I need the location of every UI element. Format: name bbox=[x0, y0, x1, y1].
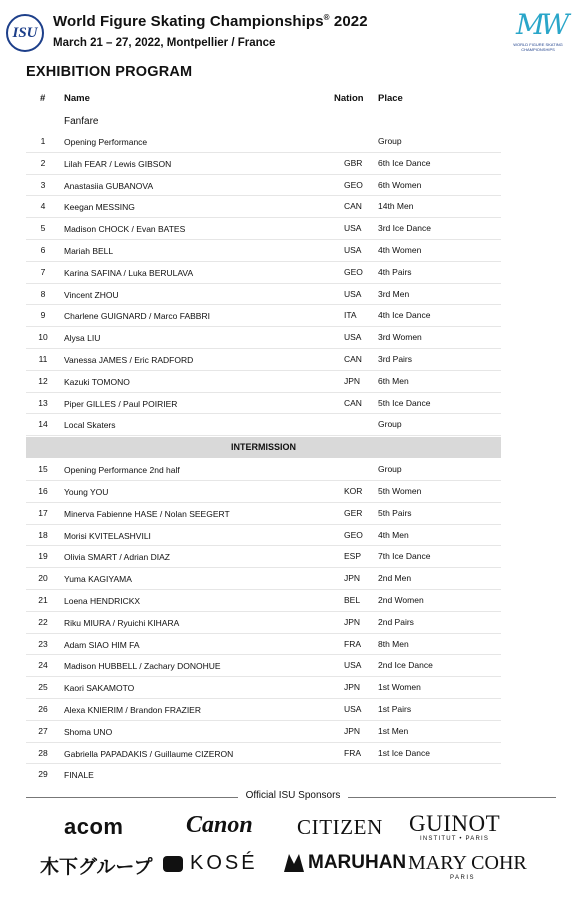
sponsor-canon-logo: Canon bbox=[186, 812, 253, 838]
skater-name: Anastasiia GUBANOVA bbox=[64, 180, 154, 191]
placement: 5th Pairs bbox=[378, 507, 412, 518]
nation-code: FRA bbox=[344, 638, 361, 649]
skater-name: Piper GILLES / Paul POIRIER bbox=[64, 398, 178, 409]
table-row bbox=[26, 218, 501, 240]
table-row bbox=[26, 568, 501, 590]
sponsor-marycohr-logo: MARY COHR bbox=[408, 852, 527, 874]
kose-mark-icon bbox=[163, 856, 183, 872]
nation-code: GEO bbox=[344, 266, 363, 277]
skater-name: Charlene GUIGNARD / Marco FABBRI bbox=[64, 311, 210, 322]
placement: 3rd Ice Dance bbox=[378, 223, 431, 234]
table-row bbox=[26, 743, 501, 765]
nation-code: JPN bbox=[344, 616, 361, 627]
sponsor-citizen-logo: CITIZEN bbox=[297, 815, 383, 839]
placement: 1st Women bbox=[378, 682, 421, 693]
column-header-name: Name bbox=[64, 93, 90, 104]
placement: Group bbox=[378, 419, 402, 430]
row-number: 1 bbox=[40, 136, 46, 146]
table-row bbox=[26, 677, 501, 699]
skater-name: Kaori SAKAMOTO bbox=[64, 683, 135, 694]
fanfare-label: Fanfare bbox=[64, 116, 99, 127]
skater-name: Minerva Fabienne HASE / Nolan SEEGERT bbox=[64, 508, 230, 519]
placement: 3rd Men bbox=[378, 288, 410, 299]
placement: 8th Men bbox=[378, 638, 409, 649]
row-number: 13 bbox=[38, 397, 48, 408]
column-header-place: Place bbox=[378, 93, 403, 104]
row-number: 15 bbox=[38, 464, 48, 475]
row-number: 5 bbox=[40, 223, 46, 234]
placement: 7th Ice Dance bbox=[378, 551, 431, 562]
row-number: 18 bbox=[38, 529, 48, 540]
table-row bbox=[26, 284, 501, 306]
program-part-one bbox=[0, 131, 586, 436]
row-number: 27 bbox=[38, 725, 48, 736]
skater-name: Opening Performance 2nd half bbox=[64, 465, 180, 476]
event-logo-caption: WORLD FIGURE SKATING CHAMPIONSHIPS bbox=[513, 42, 563, 52]
row-number: 12 bbox=[38, 375, 48, 386]
nation-code: GBR bbox=[344, 157, 363, 168]
nation-code: USA bbox=[344, 288, 362, 299]
nation-code: JPN bbox=[344, 573, 361, 584]
skater-name: Madison HUBBELL / Zachary DONOHUE bbox=[64, 661, 221, 672]
table-row bbox=[26, 305, 501, 327]
nation-code: USA bbox=[344, 703, 362, 714]
table-row bbox=[26, 655, 501, 677]
skater-name: Lilah FEAR / Lewis GIBSON bbox=[64, 158, 172, 169]
table-row bbox=[26, 634, 501, 656]
nation-code: USA bbox=[344, 223, 362, 234]
row-number: 8 bbox=[40, 288, 46, 299]
nation-code: GEO bbox=[344, 529, 363, 540]
intermission-bar: INTERMISSION bbox=[26, 437, 501, 458]
row-number: 16 bbox=[38, 485, 48, 496]
placement: Group bbox=[378, 136, 402, 146]
table-row bbox=[26, 262, 501, 284]
row-number: 11 bbox=[38, 353, 48, 364]
nation-code: CAN bbox=[344, 353, 362, 364]
sponsors-heading-text: Official ISU Sponsors bbox=[238, 790, 349, 801]
sponsor-kose-logo: KOSÉ bbox=[190, 852, 258, 874]
placement: 5th Ice Dance bbox=[378, 397, 431, 408]
sponsor-guinot-logo: GUINOT bbox=[409, 811, 501, 836]
placement: 4th Pairs bbox=[378, 266, 412, 277]
column-header-nation: Nation bbox=[334, 93, 364, 104]
nation-code: FRA bbox=[344, 747, 361, 758]
skater-name: Riku MIURA / Ryuichi KIHARA bbox=[64, 617, 180, 628]
row-number: 9 bbox=[40, 310, 46, 321]
row-number: 25 bbox=[38, 682, 48, 693]
placement: 3rd Women bbox=[378, 332, 422, 343]
placement: 3rd Pairs bbox=[378, 353, 413, 364]
program-part-two bbox=[0, 459, 586, 786]
skater-name: Olivia SMART / Adrian DIAZ bbox=[64, 552, 170, 563]
nation-code: JPN bbox=[344, 725, 361, 736]
placement: 6th Men bbox=[378, 375, 409, 386]
maruhan-crown-icon bbox=[284, 854, 304, 872]
placement: 4th Women bbox=[378, 244, 422, 255]
nation-code: KOR bbox=[344, 485, 363, 496]
skater-name: Local Skaters bbox=[64, 420, 116, 431]
placement: 5th Women bbox=[378, 485, 422, 496]
placement: 2nd Women bbox=[378, 594, 424, 605]
placement: 4th Ice Dance bbox=[378, 310, 431, 321]
skater-name: Karina SAFINA / Luka BERULAVA bbox=[64, 267, 194, 278]
table-row bbox=[26, 612, 501, 634]
placement: 4th Men bbox=[378, 529, 409, 540]
row-number: 21 bbox=[38, 594, 48, 605]
row-number: 2 bbox=[40, 157, 46, 168]
championship-title bbox=[53, 13, 368, 30]
skater-name: Loena HENDRICKX bbox=[64, 595, 141, 606]
championship-title-text: World Figure Skating Championships bbox=[53, 13, 324, 30]
table-row bbox=[26, 699, 501, 721]
nation-code: ESP bbox=[344, 551, 362, 562]
table-row bbox=[26, 175, 501, 197]
row-number: 6 bbox=[40, 244, 46, 255]
row-number: 7 bbox=[40, 266, 46, 277]
table-row bbox=[26, 764, 501, 786]
skater-name: FINALE bbox=[64, 770, 94, 781]
row-number: 3 bbox=[40, 179, 46, 190]
row-number: 10 bbox=[38, 332, 48, 343]
skater-name: Adam SIAO HIM FA bbox=[64, 639, 140, 650]
placement: 6th Ice Dance bbox=[378, 157, 431, 168]
nation-code: CAN bbox=[344, 201, 362, 212]
skater-name: Morisi KVITELASHVILI bbox=[64, 530, 151, 541]
row-number: 22 bbox=[38, 616, 48, 627]
skater-name: Vincent ZHOU bbox=[64, 289, 119, 300]
table-row bbox=[26, 153, 501, 175]
nation-code: BEL bbox=[344, 594, 361, 605]
sponsor-maruhan-logo: MARUHAN bbox=[308, 852, 407, 873]
skater-name: Opening Performance bbox=[64, 137, 148, 147]
table-row bbox=[26, 546, 501, 568]
table-row bbox=[26, 414, 501, 436]
sponsor-guinot-subtitle: INSTITUT • PARIS bbox=[420, 836, 490, 842]
row-number: 23 bbox=[38, 638, 48, 649]
skater-name: Gabriella PAPADAKIS / Guillaume CIZERON bbox=[64, 748, 234, 759]
row-number: 20 bbox=[38, 573, 48, 584]
skater-name: Mariah BELL bbox=[64, 245, 114, 256]
placement: 6th Women bbox=[378, 179, 422, 190]
skater-name: Vanessa JAMES / Eric RADFORD bbox=[64, 354, 194, 365]
row-number: 29 bbox=[38, 769, 48, 780]
row-number: 19 bbox=[38, 551, 48, 562]
table-row bbox=[26, 721, 501, 743]
table-row bbox=[26, 590, 501, 612]
skater-name: Alysa LIU bbox=[64, 333, 101, 344]
table-row bbox=[26, 503, 501, 525]
skater-name: Alexa KNIERIM / Brandon FRAZIER bbox=[64, 704, 201, 715]
table-row bbox=[26, 481, 501, 503]
table-row bbox=[26, 393, 501, 415]
sponsor-acom-logo: acom bbox=[64, 814, 124, 839]
nation-code: GER bbox=[344, 507, 363, 518]
championship-dates-location: March 21 – 27, 2022, Montpellier / France bbox=[53, 37, 276, 49]
program-table bbox=[0, 131, 586, 786]
isu-logo: ISU bbox=[6, 14, 44, 52]
event-logo-letters: MW bbox=[516, 8, 566, 41]
row-number: 4 bbox=[40, 201, 46, 212]
nation-code: GEO bbox=[344, 179, 363, 190]
nation-code: JPN bbox=[344, 682, 361, 693]
placement: 14th Men bbox=[378, 201, 414, 212]
table-row bbox=[26, 525, 501, 547]
table-row bbox=[26, 459, 501, 481]
nation-code: USA bbox=[344, 332, 362, 343]
nation-code: ITA bbox=[344, 310, 357, 321]
skater-name: Young YOU bbox=[64, 486, 109, 497]
column-header-number: # bbox=[40, 93, 46, 104]
sponsor-marycohr-subtitle: PARIS bbox=[450, 875, 476, 881]
placement: 1st Ice Dance bbox=[378, 747, 430, 758]
placement: Group bbox=[378, 464, 402, 475]
placement: 1st Men bbox=[378, 725, 409, 736]
placement: 2nd Pairs bbox=[378, 616, 414, 627]
row-number: 26 bbox=[38, 703, 48, 714]
row-number: 17 bbox=[38, 507, 48, 518]
row-number: 28 bbox=[38, 747, 48, 758]
table-row bbox=[26, 371, 501, 393]
skater-name: Shoma UNO bbox=[64, 726, 113, 737]
nation-code: JPN bbox=[344, 375, 361, 386]
table-row bbox=[26, 327, 501, 349]
nation-code: USA bbox=[344, 244, 362, 255]
table-row bbox=[26, 240, 501, 262]
skater-name: Kazuki TOMONO bbox=[64, 376, 130, 387]
skater-name: Yuma KAGIYAMA bbox=[64, 574, 132, 585]
row-number: 14 bbox=[38, 419, 48, 430]
registered-mark: ® bbox=[323, 13, 330, 22]
skater-name: Keegan MESSING bbox=[64, 202, 135, 213]
nation-code: CAN bbox=[344, 397, 362, 408]
table-row bbox=[26, 349, 501, 371]
placement: 2nd Men bbox=[378, 573, 412, 584]
placement: 2nd Ice Dance bbox=[378, 660, 433, 671]
placement: 1st Pairs bbox=[378, 703, 412, 714]
sponsors-heading bbox=[0, 790, 586, 801]
table-row bbox=[26, 131, 501, 153]
sponsor-kinoshita-logo: 木下グループ bbox=[40, 857, 153, 878]
program-title: EXHIBITION PROGRAM bbox=[26, 64, 193, 80]
championship-year: 2022 bbox=[333, 13, 368, 30]
document-header bbox=[0, 0, 586, 64]
row-number: 24 bbox=[38, 660, 48, 671]
table-row bbox=[26, 196, 501, 218]
event-logo bbox=[510, 8, 566, 60]
skater-name: Madison CHOCK / Evan BATES bbox=[64, 224, 186, 235]
nation-code: USA bbox=[344, 660, 362, 671]
